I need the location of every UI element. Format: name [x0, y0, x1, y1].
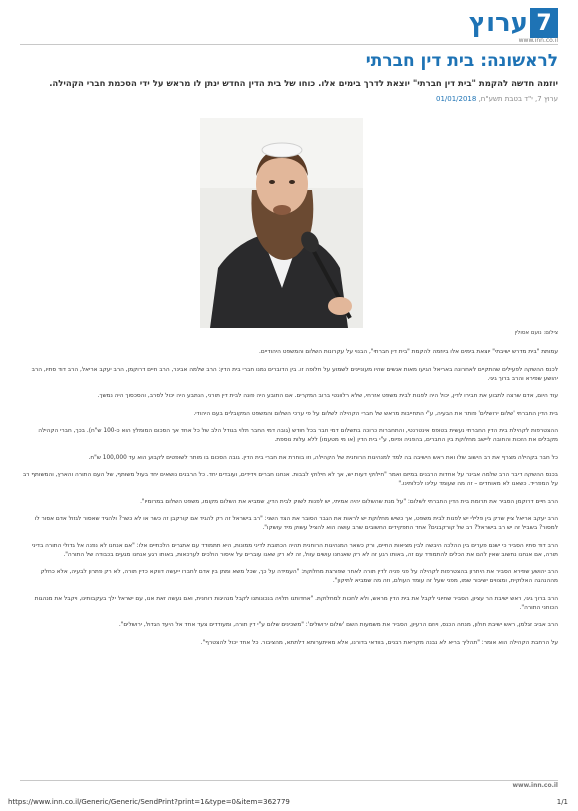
article-paragraph: עוד היום, אדם שרצה לתבוע את חבירו לדין, יכול היה לפנות לבית משפט אזרחי, שלא רלוונטי ברוב המקרים. אם התובע היה פונה לבית דין תורני, הנתבע היה יכול לסרב, והסכסוך היה נמשך.	[97, 393, 558, 399]
article-paragraph: הרב אביב זגלמן, ראש ישיבת חולון, מנחה הכנס, ויוזם הרעיון, הסביר את משמעות השם 'שלום ירושלים': "משכינים שלום ע"י דין תורה, ומעודדים צעד אחד אל היעד הגדול, ירושלים".	[118, 622, 558, 628]
article-title: לראשונה: בית דין חברתי	[365, 51, 558, 71]
article-paragraph: לכנס ההשקה לפעילים שהתקיים לאחרונה באריאל הגיעו מאות אנשים שהיו מעוניינים לשמוע על חלופה זו. בין הדוברים נמנו חברי בית הדין: הרב שלמה אבינר, הרב חיים דרוקמן, הרב יעקב אריאל, הרב דוד סתיו, הרב יהושע שפירא והרב ברוך גיגי.	[31, 366, 558, 382]
logo-name: ערוץ	[468, 8, 528, 38]
site-logo[interactable]	[463, 6, 558, 40]
article-paragraph: בכנס ההשקה דיבר הרב שלמה אבינר על אחדות הרבנים במיזם ואמר "חילוקי דעות יש, אך לא חילוקי לבבות. אנחנו חברים וידידים, ועובדים יחד. כל הרבנים נושאים יחד בעול משותף, של העם התורה והארץ, והמשותף רב על המפריד. כשאנו לא מאוחדים – זה מה שעומד עלינו לכלותינו."	[22, 472, 558, 487]
rabbi-speaking-photo	[200, 118, 363, 328]
article-paragraph: הרב ברוך גיגי, ראש ישיבת הר עציון, הסביר שחיוני לקבל את בית הדין מראש, ולא לחכות למחלוקת. "אחדותנו תלויה בנכונותנו לקבל מנהיגות רוחנית, ואם נעשה זאת אנו, עם ישראל ילך בעקבותינו, ויקבל את מנהגות הכוחני התורה".	[34, 595, 558, 611]
article-byline	[22, 95, 558, 103]
article-paragraph: הרב חיים דרוקמן הסביר את תרומת בית הדין החברתי לשלום: "על מנת שהשלום יהיה אמיתי, יש לפנות לשוק לבית הדין, שמביא את השלום מקומו, משפט השלום במרומיו".	[140, 498, 558, 505]
article-date: 01/01/2018	[435, 95, 477, 103]
photo-credit: צילום: נועם אסולין	[514, 330, 558, 336]
article-source: ערוץ 7, י"ד בטבת תשע"ח,	[476, 95, 558, 103]
article-paragraph: הרב יהושע שפירא הסביר את היתרון בהצטרפות לקהילה על פני פניה לדין תורה לאחר שפורצת מחלוקת: "העמידה על כך, שכל משא ומתן בין אדם לחברו ייעשה דווקא כדין תורה, לא רק פתרון לבעיה, אלא כחלק מההנהגה האלוקית, ומצווים ישיבור שמו, מפני שעל זה עומד העולם, וזה מה שמביא לתיקון".	[40, 569, 558, 584]
article-body	[22, 348, 558, 656]
article-paragraph: בית הדין החברתי 'שלום ירושלים' פותר את הבעיה, ע"י התחייבות מראש של חברי הקהילה לשלום על פי ערכי השלום והמשפט המקובלים בעם היהודי.	[193, 410, 558, 417]
article-paragraph: ההצטרפות לקהילת בית הדין החברתי נעשית בטופס אינטרנטי, והתחברות כרוכה בתשלום דמי חבר בכל חודש (גובה דמי החבר תלוי בגודל הלב של כל אחד אך הסכום המומלץ הוא כ-100 ש"ח). בכך, חברי הקהילה מקבלים את הזכות והחובה ליישב מחלוקת בין החברים, בהפניה ופיוס, ע"י בית הדין (או מי מטעמו) ללא עלות נוספת.	[38, 428, 558, 443]
logo-url: www.inn.co.il	[518, 37, 558, 44]
article-paragraph: הרב דוד סתיו הסביר כי ישנם פערים בין ההלכה היבשה לבין מציאות החיים, ורק כשאר המנהיגות הרוחנית תהיה הכתובת לדיני ממונות, היא תתמודד עם אתגרים הלכתיים אלו: "אם אנחנו לא נפנה אל גדולי התורה בדיני תורה, אם אנחנו נחשוב שאין להם את הכלים להתמודד עם זה, באותו רגע זה לא רק שאנחנו עושים עוול, זה לא רק שאנו עוברים על איסור הולכים לערכאות, באותו רגע אנחנו מגעים בכבודה של התורה".	[31, 542, 558, 558]
article-paragraph: על הרחבת הקהילה הוא אומר: "תהליך בריא לא נבנה מקריאת רבנים, בוודאי בדורנו, אלא מאיתערותא דלתתא, מהציבור. כל אחד יכול להצטרף".	[200, 639, 558, 646]
footer-divider	[20, 780, 558, 781]
article-paragraph: כל חבר בקהילה מצרף את רב הישוב שלו ואת ראש הישיבה בה למד למנהיגות הרוחנית של הקהילה, וזו בוחרת את חברי בית הדין. גובה הסכום בו מותר לשופטים לקבוע הוא עד 100,000 ש"ח.	[88, 454, 558, 461]
logo-mark: 7	[530, 8, 558, 38]
print-url: https://www.inn.co.il/Generic/Generic/SendPrint?print=1&type=0&item=362779	[8, 798, 290, 806]
header-divider	[20, 44, 558, 45]
article-paragraph: הרב יעקב אריאל ציין שרק בין פלילי יש לפנות לבית משפט, אך כשיש מחלוקת יש לראות את הגבר הסובר את הצד השני: "רב בישראל זה רק להגיד אם קורקבן זה כשר או לא כשר? ולהגיד שאסור לגזול אדם אסור לו למסור? בשביל זה יש רב בישראל? רב של קורקבנים? אחד התפקידים החשובים שרב עושה הוא להציל עשוק מיד עושקו".	[34, 516, 558, 531]
footer-site-url[interactable]: www.inn.co.il	[512, 782, 558, 789]
article-paragraph: עמותת "בית מדרש ישיבתי" יוצאת בימים אלו ביוזמה להקמת "בית דין חברתי", הבנוי על עקרונות השלום והמשפט היהודיים.	[259, 349, 558, 355]
article-subtitle: יוזמה חדשה להקמת "בית דין חברתי" יוצאת לדרך בימים אלו. כוחו של בית הדין החדש ינתן לו מראש על ידי הסכמת חברי הקהילה.	[49, 79, 558, 89]
page-number: 1/1	[556, 798, 568, 806]
article-header	[22, 50, 558, 103]
article-photo	[200, 118, 363, 328]
